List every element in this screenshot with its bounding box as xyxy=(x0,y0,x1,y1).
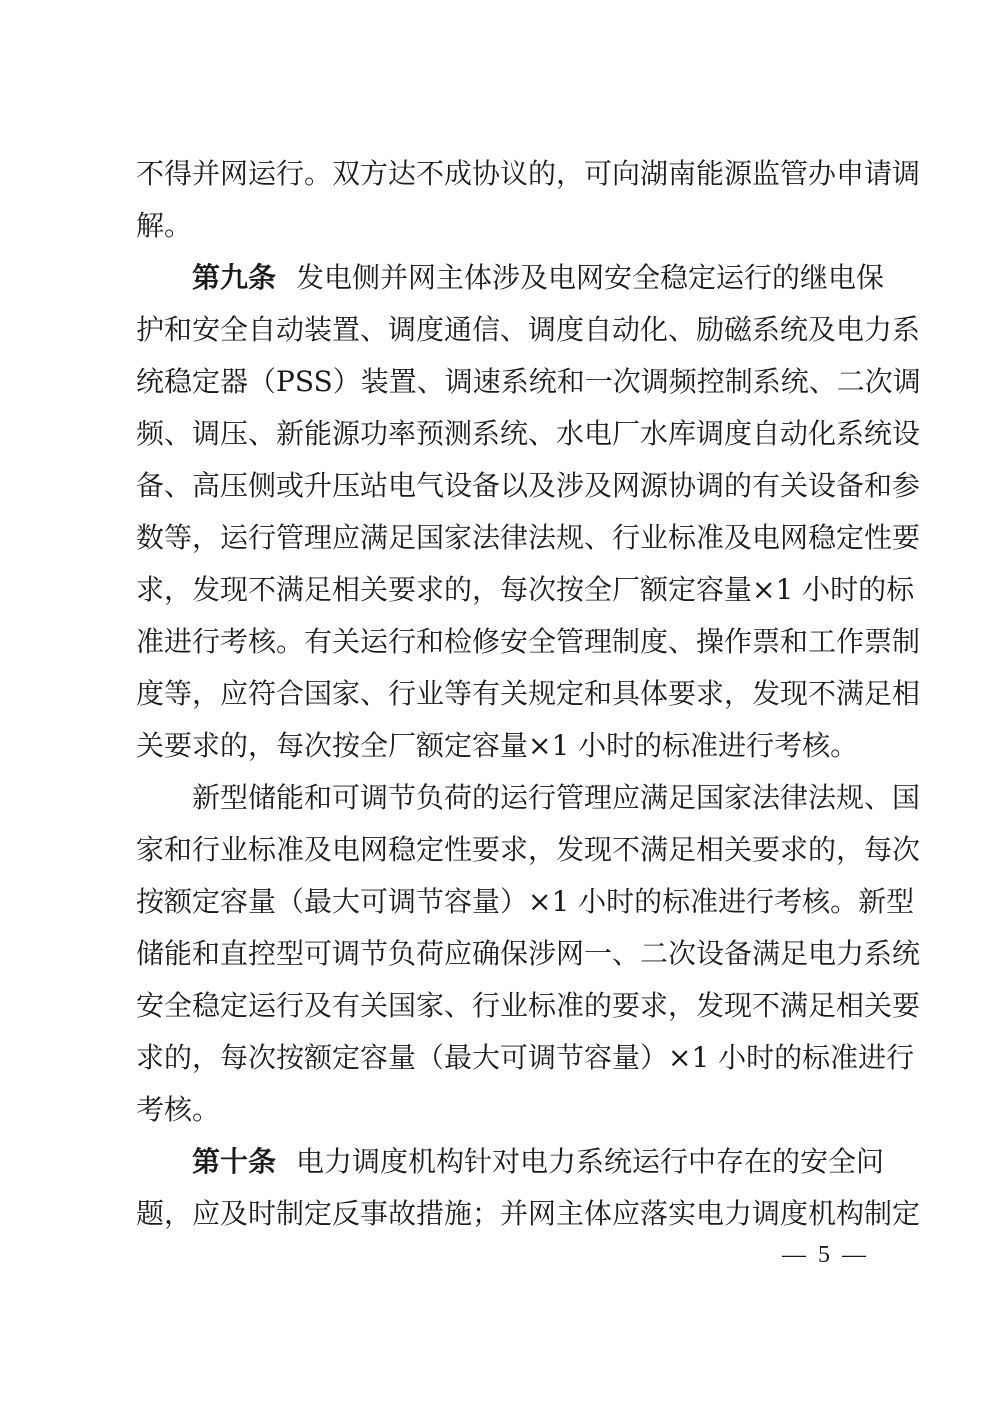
text-line: 关要求的，每次按全厂额定容量×1 小时的标准进行考核。 xyxy=(136,729,859,762)
text-line: 解。 xyxy=(136,209,193,242)
article-9-label: 第九条 xyxy=(192,261,277,294)
text-line: 考核。 xyxy=(136,1093,221,1126)
article-9-text: 发电侧并网主体涉及电网安全稳定运行的继电保 xyxy=(296,261,885,294)
text-line: 数等，运行管理应满足国家法律法规、行业标准及电网稳定性要 xyxy=(136,521,921,554)
text-line: 安全稳定运行及有关国家、行业标准的要求，发现不满足相关要 xyxy=(136,989,921,1022)
text-line: 题，应及时制定反事故措施；并网主体应落实电力调度机构制定 xyxy=(136,1197,921,1230)
document-body xyxy=(136,148,921,1240)
article-10-heading-line xyxy=(136,1136,885,1188)
text-line: 统稳定器（PSS）装置、调速系统和一次调频控制系统、二次调 xyxy=(136,365,921,398)
text-line: 护和安全自动装置、调度通信、调度自动化、励磁系统及电力系 xyxy=(136,313,921,346)
text-line: 家和行业标准及电网稳定性要求，发现不满足相关要求的，每次 xyxy=(136,833,921,866)
article-10-text: 电力调度机构针对电力系统运行中存在的安全问 xyxy=(296,1145,885,1178)
text-line: 按额定容量（最大可调节容量）×1 小时的标准进行考核。新型 xyxy=(136,885,915,918)
text-line: 度等，应符合国家、行业等有关规定和具体要求，发现不满足相 xyxy=(136,677,921,710)
article-10-label: 第十条 xyxy=(192,1145,277,1178)
text-line: 储能和直控型可调节负荷应确保涉网一、二次设备满足电力系统 xyxy=(136,937,921,970)
page-number: — 5 — xyxy=(782,1242,869,1268)
text-line: 新型储能和可调节负荷的运行管理应满足国家法律法规、国 xyxy=(192,781,921,814)
text-line: 求的，每次按额定容量（最大可调节容量）×1 小时的标准进行 xyxy=(136,1041,915,1074)
text-line: 频、调压、新能源功率预测系统、水电厂水库调度自动化系统设 xyxy=(136,417,921,450)
text-line: 备、高压侧或升压站电气设备以及涉及网源协调的有关设备和参 xyxy=(136,469,921,502)
text-line: 求，发现不满足相关要求的，每次按全厂额定容量×1 小时的标 xyxy=(136,573,915,606)
text-line: 不得并网运行。双方达不成协议的，可向湖南能源监管办申请调 xyxy=(136,157,921,190)
text-line: 准进行考核。有关运行和检修安全管理制度、操作票和工作票制 xyxy=(136,625,921,658)
article-9-heading-line xyxy=(136,252,885,304)
